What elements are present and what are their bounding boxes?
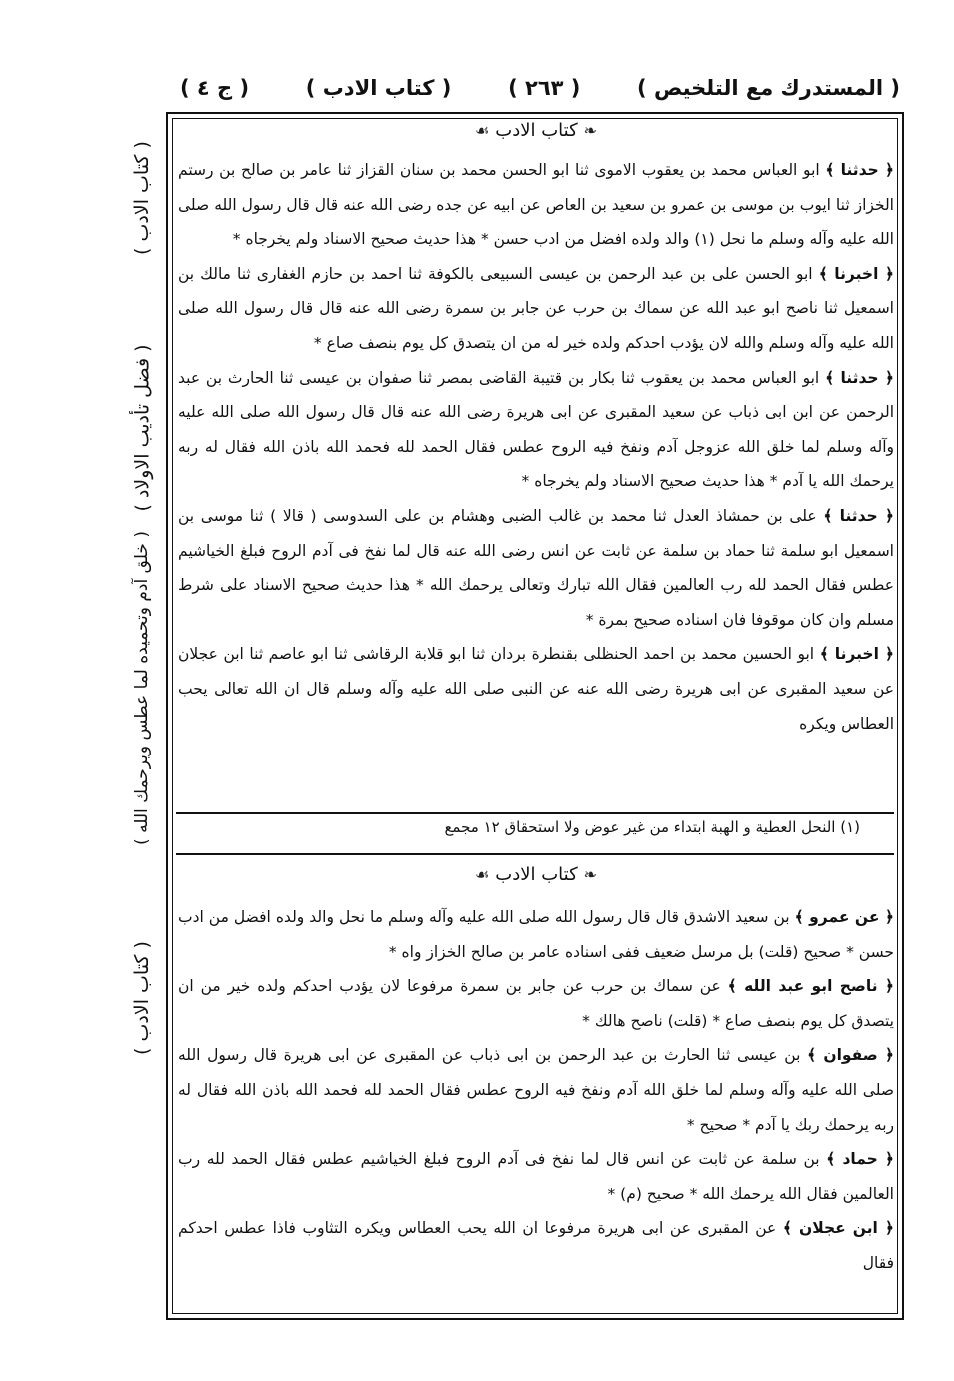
running-header [180,70,900,106]
main-text [178,153,894,741]
margin-notes [122,108,162,1328]
paragraph: ﴿ حدثنا ﴾ ابو العباس محمد بن يعقوب ثنا بكار بن قتيبة القاضى بمصر ثنا صفوان بن عيسى ثنا الحارث بن عبد الرحمن عن ابن ابى ذباب عن سعيد المقبرى عن ابى هريرة رضى الله عنه قال قال رسول الله صلى الله عليه وآله وسلم لما خلق الله عزوجل آدم ونفخ فيه الروح عطس فقال الحمد لله فحمد الله باذن الله فقال له ربه يرحمك الله يا آدم * هذا حديث صحيح الاسناد ولم يخرجاه * [178,368,894,491]
header-page-number: ( ٢٦٣ ) [508,76,581,100]
ornament-icon: ☙ [474,865,490,884]
header-volume: ( ج ٤ ) [180,76,250,100]
margin-note-2: ( فضل تأديب الاولاد ) [131,344,154,512]
ornament-icon: ❧ [583,121,598,140]
footnote-rule-top [176,812,894,814]
margin-note-3: ( خلق آدم وتحميده لما عطس ويرحمك الله ) [132,531,153,845]
margin-note-4: ( كتاب الادب ) [131,941,153,1055]
paragraph: ﴿ حدثنا ﴾ على بن حمشاذ العدل ثنا محمد بن غالب الضبى وهشام بن على السدوسى ( قالا ) ثنا موسى بن اسمعيل ابو سلمة ثنا حماد بن سلمة عن ثابت عن انس رضى الله عنه قال لما نفخ فى آدم الروح فبلغ الخياشيم عطس فقال الحمد لله رب العالمين فقال الله تبارك وتعالى يرحمك الله * هذا حديث صحيح الاسناد على شرط مسلم وان كان موقوفا فان اسناده صحيح بمرة * [178,506,894,629]
header-book-title: ( المستدرك مع التلخيص ) [637,76,900,100]
paragraph: ﴿ اخبرنا ﴾ ابو الحسين محمد بن احمد الحنظلى بقنطرة بردان ثنا ابو قلابة الرقاشى ثنا ابو عاصم ثنا ابن عجلان عن سعيد المقبرى عن ابى هريرة رضى الله عنه عن النبى صلى الله عليه وآله وسلم قال ان الله تعالى يحب العطاس ويكره [178,645,894,733]
paragraph: ﴿ حماد ﴾ بن سلمة عن ثابت عن انس قال لما نفخ فى آدم الروح فبلغ الخياشيم عطس فقال الحمد لله رب العالمين فقال الله يرحمك الله * صحيح (م) * [178,1150,894,1203]
paragraph: ﴿ ناصح ابو عبد الله ﴾ عن سماك بن حرب عن جابر بن سمرة مرفوعا لان يؤدب احدكم ولده خير من ان يتصدق كل يوم بنصف صاع * (قلت) ناصح هالك * [178,977,894,1030]
lower-section-title: ❧كتاب الادب☙ [474,864,598,885]
paragraph: ﴿ صفوان ﴾ بن عيسى ثنا الحارث بن عبد الرحمن بن ابى ذباب عن المقبرى عن ابى هريرة قال رسول الله صلى الله عليه وآله وسلم لما خلق الله آدم ونفخ فيه الروح عطس فقال الحمد لله فحمد الله باذن الله فقال له ربه يرحمك ربك يا آدم * صحيح * [178,1046,894,1134]
paragraph: ﴿ عن عمرو ﴾ بن سعيد الاشدق قال قال رسول الله صلى الله عليه وآله وسلم ما نحل والد ولده افضل من ادب حسن * صحيح (قلت) بل مرسل ضعيف ففى اسناده عامر بن صالح الخزاز واه * [178,908,894,961]
footnote-rule-bottom [176,853,894,855]
paragraph: ﴿ ابن عجلان ﴾ عن المقبرى عن ابى هريرة مرفوعا ان الله يحب العطاس ويكره التثاوب فاذا عطس احدكم فقال [178,1219,894,1272]
paragraph: ﴿ اخبرنا ﴾ ابو الحسن على بن عبد الرحمن بن عيسى السبيعى بالكوفة ثنا احمد بن حازم الغفارى ثنا مالك بن اسمعيل ثنا ناصح ابو عبد الله عن سماك بن حرب عن جابر بن سمرة رضى الله عنه قال قال رسول الله صلى الله عليه وآله وسلم والله لان يؤدب احدكم ولده خير له من ان يتصدق كل يوم بنصف صاع * [178,264,894,352]
talkhis-text [178,900,894,1281]
paragraph: ﴿ حدثنا ﴾ ابو العباس محمد بن يعقوب الاموى ثنا ابو الحسن محمد بن سنان القزاز ثنا عامر بن صالح بن رستم الخزاز ثنا ايوب بن موسى بن عمرو بن سعيد بن العاص عن ابيه عن جده رضى الله عنه قال قال رسول الله صلى الله عليه وآله وسلم ما نحل (١) والد ولده افضل من ادب حسن * هذا حديث صحيح الاسناد ولم يخرجاه * [178,161,894,249]
margin-note-1: ( كتاب الادب ) [131,141,153,255]
upper-section-title: ❧كتاب الادب☙ [474,120,598,141]
header-chapter: ( كتاب الادب ) [305,76,452,100]
footnote: (١) النحل العطية و الهبة ابتداء من غير عوض ولا استحقاق ١٢ مجمع [444,818,860,836]
ornament-icon: ❧ [583,865,598,884]
ornament-icon: ☙ [474,121,490,140]
